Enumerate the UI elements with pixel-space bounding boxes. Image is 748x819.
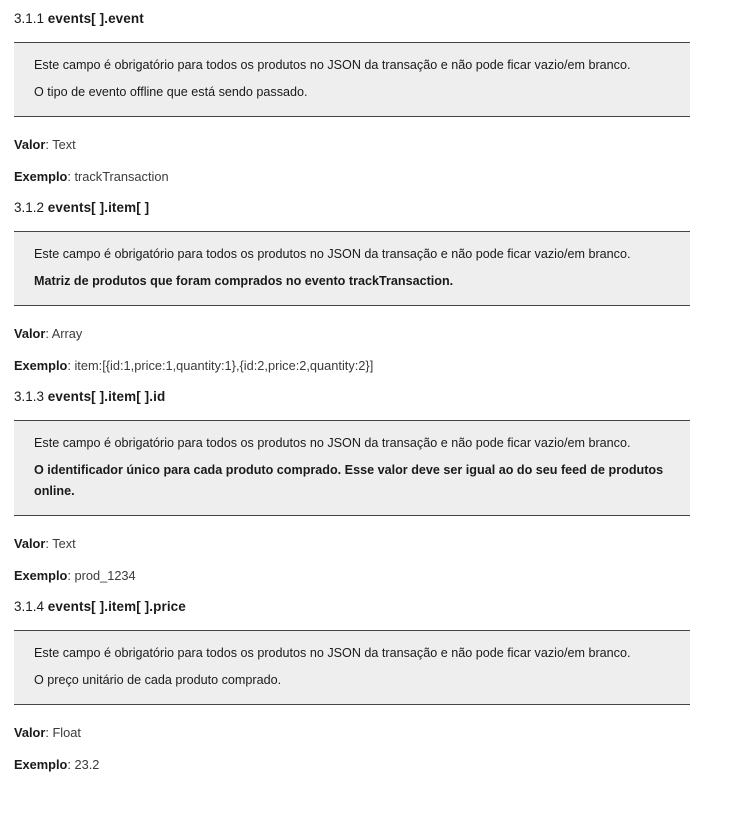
section-heading (14, 199, 690, 217)
example-text: item:[{id:1,price:1,quantity:1},{id:2,price:2,quantity:2}] (74, 358, 374, 373)
field-value-line (14, 135, 690, 154)
section-heading (14, 10, 690, 28)
requirement-callout (14, 42, 690, 117)
example-colon: : (67, 169, 75, 184)
value-label: Valor (14, 137, 46, 152)
value-text: Float (52, 725, 81, 740)
value-text: Array (51, 326, 83, 341)
value-label: Valor (14, 536, 46, 551)
section-number: 3.1.2 (14, 200, 45, 215)
field-example-line (14, 167, 690, 186)
section-path: events[ ].item[ ].price (47, 599, 186, 614)
callout-line-description: O identificador único para cada produto comprado. Esse valor deve ser igual ao do seu feed de produtos online. (34, 463, 664, 498)
callout-line-required: Este campo é obrigatório para todos os produtos no JSON da transação e não pode ficar vazio/em branco. (34, 247, 631, 261)
value-colon: : (45, 536, 53, 551)
field-meta (14, 534, 690, 585)
example-label: Exemplo (14, 568, 68, 583)
callout-line-description: Matriz de produtos que foram comprados no evento trackTransaction. (34, 274, 454, 288)
doc-section-3-1-3 (14, 388, 690, 585)
value-text: Text (52, 536, 76, 551)
value-colon: : (45, 725, 53, 740)
value-colon: : (45, 326, 52, 341)
field-value-line (14, 534, 690, 553)
value-text: Text (52, 137, 76, 152)
example-label: Exemplo (14, 757, 68, 772)
doc-section-3-1-2 (14, 199, 690, 375)
section-path: events[ ].item[ ] (47, 200, 150, 215)
value-label: Valor (14, 326, 46, 341)
section-number: 3.1.3 (14, 389, 45, 404)
value-label: Valor (14, 725, 46, 740)
field-value-line (14, 324, 690, 343)
field-meta (14, 135, 690, 186)
example-colon: : (67, 358, 75, 373)
requirement-callout (14, 630, 690, 705)
doc-section-3-1-4 (14, 598, 690, 774)
value-colon: : (45, 137, 53, 152)
callout-line-description: O preço unitário de cada produto comprado. (34, 673, 282, 687)
requirement-callout (14, 420, 690, 516)
example-label: Exemplo (14, 358, 68, 373)
doc-section-3-1-1 (14, 10, 690, 186)
example-colon: : (67, 757, 75, 772)
example-label: Exemplo (14, 169, 68, 184)
section-number: 3.1.1 (14, 11, 45, 26)
field-meta (14, 324, 690, 375)
section-heading (14, 598, 690, 616)
section-path: events[ ].event (47, 11, 144, 26)
callout-line-required: Este campo é obrigatório para todos os produtos no JSON da transação e não pode ficar vazio/em branco. (34, 58, 631, 72)
requirement-callout (14, 231, 690, 306)
callout-line-required: Este campo é obrigatório para todos os produtos no JSON da transação e não pode ficar vazio/em branco. (34, 436, 631, 450)
section-heading (14, 388, 690, 406)
field-example-line (14, 356, 690, 375)
section-number: 3.1.4 (14, 599, 45, 614)
field-example-line (14, 566, 690, 585)
callout-line-description: O tipo de evento offline que está sendo passado. (34, 85, 308, 99)
field-example-line (14, 755, 690, 774)
field-meta (14, 723, 690, 774)
callout-line-required: Este campo é obrigatório para todos os produtos no JSON da transação e não pode ficar vazio/em branco. (34, 646, 631, 660)
example-text: trackTransaction (74, 169, 169, 184)
example-text: 23.2 (74, 757, 100, 772)
field-value-line (14, 723, 690, 742)
example-text: prod_1234 (74, 568, 136, 583)
section-path: events[ ].item[ ].id (47, 389, 166, 404)
example-colon: : (67, 568, 75, 583)
